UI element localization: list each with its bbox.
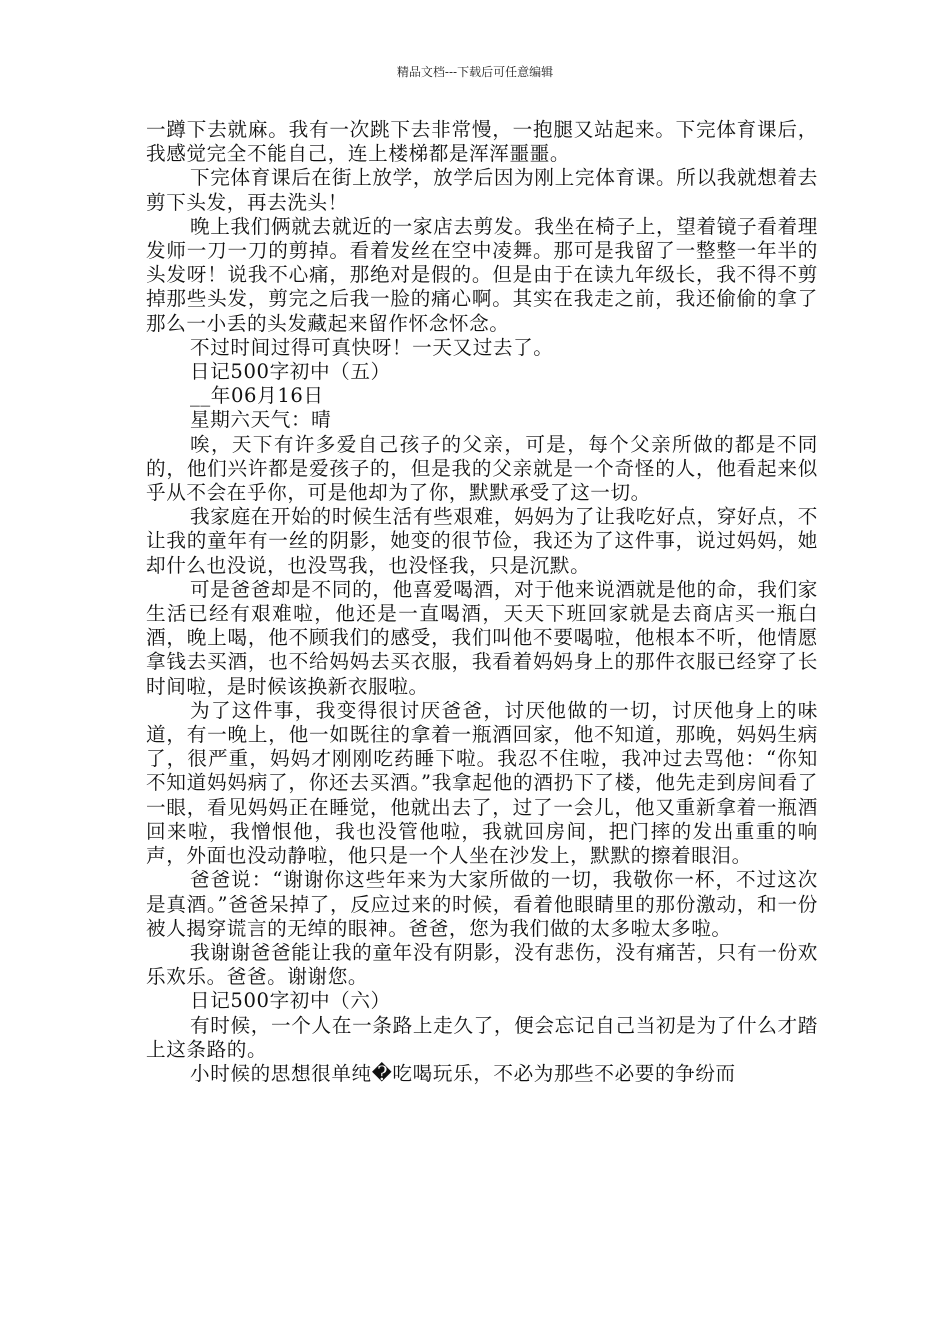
paragraph: 爸爸说：“谢谢你这些年来为大家所做的一切，我敬你一杯，不过这次是真酒。”爸爸呆掉了，反应过来的时候，看着他眼睛里的那份激动，和一份被人揭穿谎言的无绰的眼神。爸爸，您为我们做的太多啦太多啦。: [146, 868, 818, 940]
paragraph: 晚上我们俩就去就近的一家店去剪发。我坐在椅子上，望着镜子看着理发师一刀一刀的剪掉。看着发丝在空中凌舞。那可是我留了一整整一年半的头发呀！说我不心痛，那绝对是假的。但是由于在读九年级长，我不得不剪掉那些头发，剪完之后我一脸的痛心啊。其实在我走之前，我还偷偷的拿了那么一小丢的头发藏起来留作怀念怀念。: [146, 214, 818, 335]
paragraph: 一蹲下去就麻。我有一次跳下去非常慢，一抱腿又站起来。下完体育课后，我感觉完全不能自己，连上楼梯都是浑浑噩噩。: [146, 118, 818, 166]
diary-date: __年06月16日: [190, 384, 324, 408]
page-header: 精品文档---下载后可任意编辑: [396, 65, 554, 79]
paragraph: 小时候的思想很单纯�吃喝玩乐，不必为那些不必要的争纷而: [190, 1061, 736, 1085]
paragraph: 为了这件事，我变得很讨厌爸爸，讨厌他做的一切，讨厌他身上的味道，有一晚上，他一如既往的拿着一瓶酒回家，他不知道，那晚，妈妈生病了，很严重，妈妈才刚刚吃药睡下啦。我忍不住啦，我冲过去骂他：“你知不知道妈妈病了，你还去买酒。”我拿起他的酒扔下了楼，他先走到房间看了一眼，看见妈妈正在睡觉，他就出去了，过了一会儿，他又重新拿着一瓶酒回来啦，我憎恨他，我也没管他啦，我就回房间，把门摔的发出重重的响声，外面也没动静啦，他只是一个人坐在沙发上，默默的擦着眼泪。: [146, 698, 818, 868]
paragraph: 有时候，一个人在一条路上走久了，便会忘记自己当初是为了什么才踏上这条路的。: [146, 1013, 818, 1061]
paragraph: 我谢谢爸爸能让我的童年没有阴影，没有悲伤，没有痛苦，只有一份欢乐欢乐。爸爸。谢谢您。: [146, 940, 818, 989]
paragraph: 唉，天下有许多爱自己孩子的父亲，可是，每个父亲所做的都是不同的，他们兴许都是爱孩子的，但是我的父亲就是一个奇怪的人，他看起来似乎从不会在乎你，可是他却为了你，默默承受了这一切。: [146, 432, 818, 505]
paragraph: 可是爸爸却是不同的，他喜爱喝酒，对于他来说酒就是他的命，我们家生活已经有艰难啦，他还是一直喝酒，天天下班回家就是去商店买一瓶白酒，晚上喝，他不顾我们的感受，我们叫他不要喝啦，他根本不听，他情愿拿钱去买酒，也不给妈妈去买衣服，我看着妈妈身上的那件衣服已经穿了长时间啦，是时候该换新衣服啦。: [146, 577, 818, 698]
paragraph: 下完体育课后在街上放学，放学后因为刚上完体育课。所以我就想着去剪下头发，再去洗头！: [146, 166, 818, 214]
document-body: [146, 118, 818, 1086]
diary-weather: 星期六天气：晴: [190, 408, 332, 432]
section-heading: 日记500字初中（五）: [190, 360, 391, 384]
paragraph: 不过时间过得可真快呀！一天又过去了。: [190, 335, 554, 359]
paragraph: 我家庭在开始的时候生活有些艰难，妈妈为了让我吃好点，穿好点，不让我的童年有一丝的阴影，她变的很节俭，我还为了这件事，说过妈妈，她却什么也没说，也没骂我，也没怪我，只是沉默。: [146, 505, 818, 577]
section-heading: 日记500字初中（六）: [190, 989, 391, 1013]
